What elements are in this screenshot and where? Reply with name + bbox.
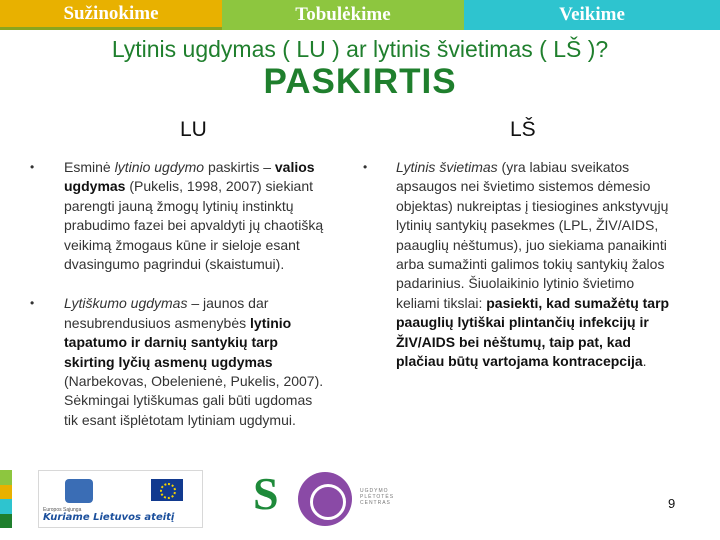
- banner-tab-tobulekime: Tobulėkime: [222, 0, 464, 30]
- slide-title: Lytinis ugdymas ( LU ) ar lytinis švietimas ( LŠ )?: [111, 36, 609, 62]
- text-segment-italic: Lytiškumo ugdymas: [64, 295, 188, 312]
- text-segment: .: [642, 353, 647, 370]
- eu-flag-icon: [151, 479, 183, 501]
- banner-tab-veikime: Veikime: [464, 0, 720, 30]
- bullet-item-ls-purpose: [363, 158, 673, 371]
- ss-logo-letter: S: [253, 468, 279, 519]
- top-banner: [0, 0, 720, 30]
- people-icon: [65, 479, 93, 503]
- text-segment: (Pukelis, 1998, 2007) siekiant parengti jauną žmogų lytinių instinktų prabudimo fazei bei apvaldyti jų chaotišką veikimą žmogaus kūne ir sieloje esant dvasingumo pagrindui (skaistumui).: [64, 178, 324, 273]
- text-segment-italic: Lytinis švietimas: [396, 159, 498, 175]
- text-segment: Esminė: [64, 159, 115, 175]
- column-heading-ls: LŠ: [510, 118, 536, 141]
- right-column: [363, 158, 673, 391]
- ss-logo: [235, 470, 307, 528]
- bullet-icon: •: [30, 296, 35, 311]
- text-segment: (yra labiau sveikatos apsaugos nei švietimo sistemos dėmesio objektas) nukreiptas į tiesiogines ankstyvųjų lytinių santykių pasekmes (LPL, ŽIV/AIDS, paauglių nėštumus), juo siekiama panaikinti arba sumažinti galimos tokių santykių žalos padarinius. Šiuolaikinio lytinio švietimo keliami tikslai:: [396, 159, 669, 311]
- slide-subtitle: PASKIRTIS: [263, 62, 457, 101]
- bullet-item-lu-sexuality: [30, 294, 330, 430]
- page-number: 9: [668, 496, 676, 511]
- color-strip: [0, 470, 12, 528]
- text-segment: (Narbekovas, Obelenienė, Pukelis, 2007). Sėkmingai lytiškumas gali būti ugdomas tik esant išplėtotam lytiniam ugdymui.: [64, 373, 324, 428]
- text-segment-italic: lytinio ugdymo: [114, 159, 205, 175]
- eu-logo-small-text: Europos Sąjunga: [43, 507, 82, 513]
- text-segment-bold: valios ugdymas: [64, 159, 315, 195]
- upc-logo-text: UGDYMO PLĖTOTĖS CENTRAS: [360, 488, 395, 506]
- left-column: [30, 158, 330, 450]
- bullet-item-lu-purpose: [30, 158, 330, 274]
- upc-circle-logo-icon: [298, 472, 352, 526]
- text-segment: – jaunos dar nesubrendusiuos asmenybės: [64, 295, 269, 331]
- text-segment-bold: pasiekti, kad sumažėtų tarp paauglių lytiškai plintančių infekcijų ir ŽIV/AIDS bei nėštumų, taip pat, kad plačiau būtų vartojama kontracepcija: [396, 294, 670, 370]
- bullet-icon: •: [30, 160, 35, 174]
- text-segment-bold: lytinio tapatumo ir darnių santykių tarp skirting lyčių asmenų ugdymas: [64, 314, 292, 370]
- eu-logo-slogan: Kuriame Lietuvos ateitį: [43, 512, 175, 523]
- column-heading-lu: LU: [180, 118, 207, 141]
- banner-tab-suzinokime: Sužinokime: [0, 0, 222, 30]
- text-segment: paskirtis –: [204, 159, 275, 175]
- bullet-icon: •: [363, 160, 368, 174]
- eu-funds-logo: [38, 470, 203, 528]
